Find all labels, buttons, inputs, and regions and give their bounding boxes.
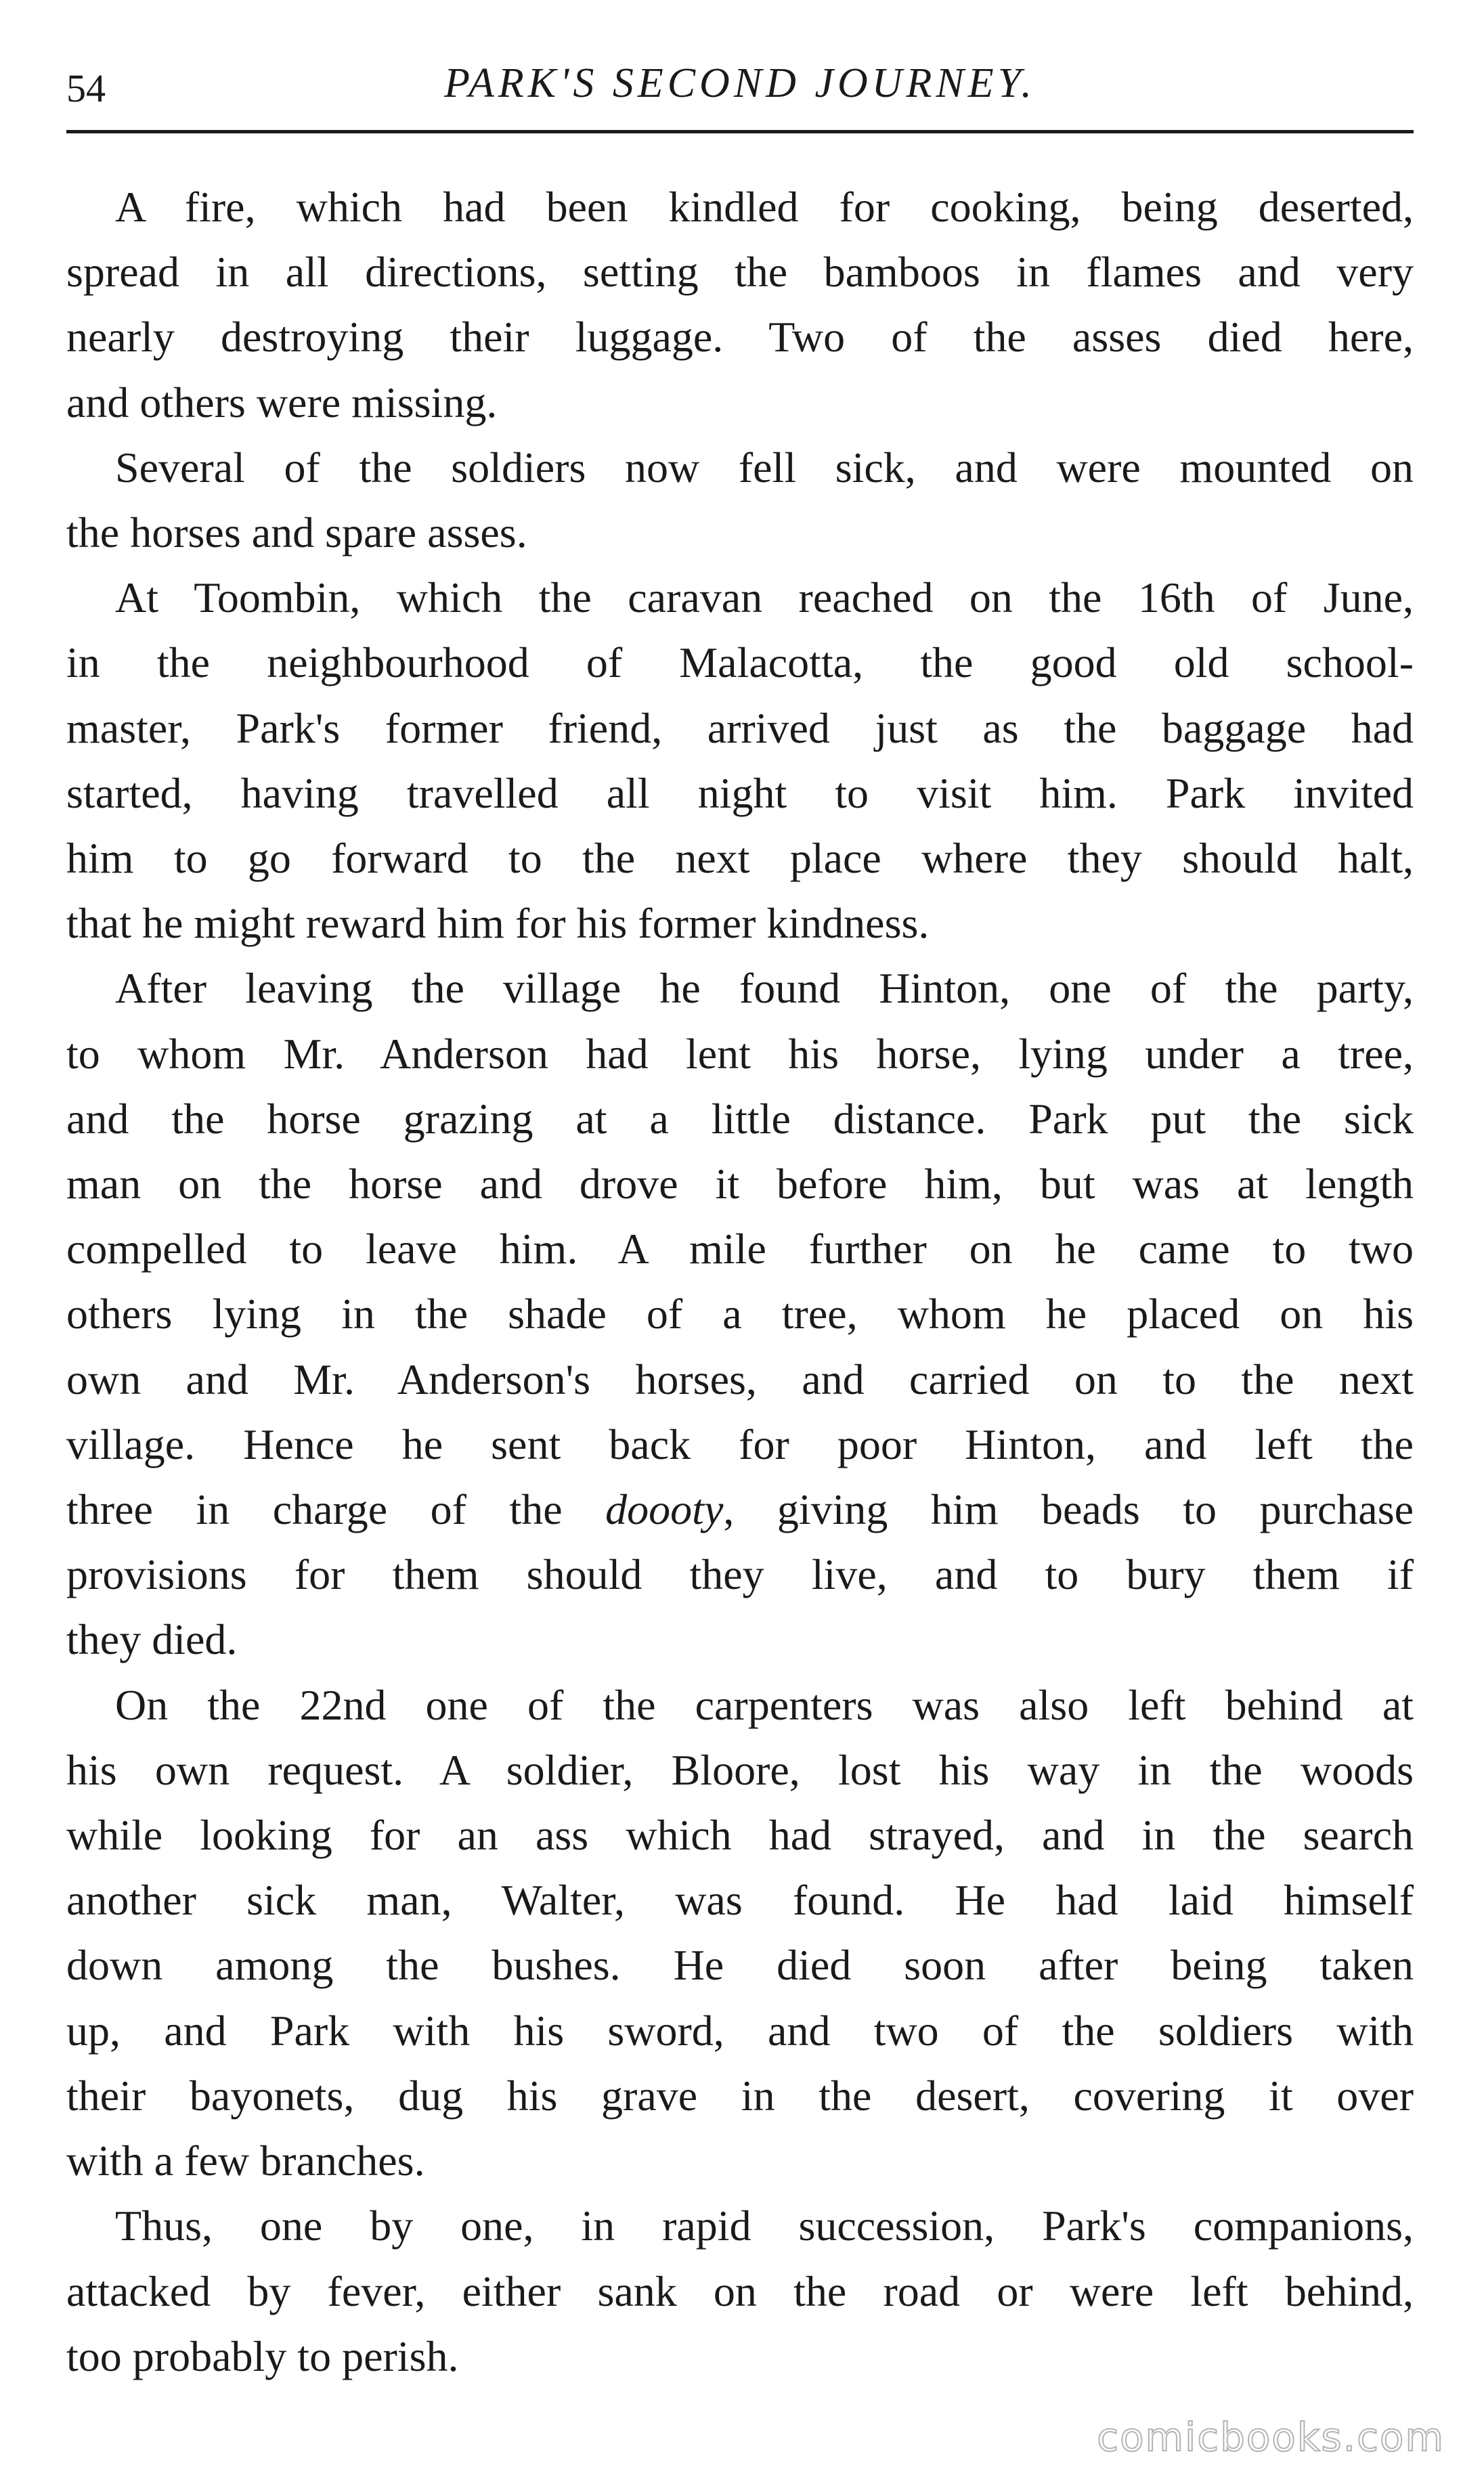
text-line: with a few branches. xyxy=(66,2137,425,2185)
text-line: in the neighbourhood of Malacotta, the good old school- xyxy=(66,638,1414,687)
paragraph-4 xyxy=(66,956,1414,1672)
text-line: started, having travelled all night to visit him. Park invited xyxy=(66,768,1414,817)
running-head: PARK'S SECOND JOURNEY. xyxy=(444,60,1036,106)
text-line: and others were missing. xyxy=(66,378,498,427)
text-line: that he might reward him for his former kindness. xyxy=(66,899,930,948)
italic-term: doooty xyxy=(605,1485,724,1534)
text-line: up, and Park with his sword, and two of the soldiers with xyxy=(66,2006,1414,2055)
paragraph-6 xyxy=(66,2193,1414,2389)
page-header xyxy=(66,62,1414,137)
text-line: attacked by fever, either sank on the road or were left behind, xyxy=(66,2267,1414,2315)
paragraph-3 xyxy=(66,565,1414,956)
text-line: Several of the soldiers now fell sick, and were mounted on xyxy=(115,443,1414,491)
text-line: too probably to perish. xyxy=(66,2332,459,2380)
text-line: nearly destroying their luggage. Two of the asses died here, xyxy=(66,313,1414,362)
text-line: provisions for them should they live, and to bury them if xyxy=(66,1550,1414,1599)
text-line: man on the horse and drove it before him, but was at length xyxy=(66,1160,1414,1208)
text-line: their bayonets, dug his grave in the desert, covering it over xyxy=(66,2071,1414,2120)
text-line xyxy=(66,1477,1414,1542)
paragraph-2 xyxy=(66,435,1414,565)
text-line: others lying in the shade of a tree, whom he placed on his xyxy=(66,1290,1414,1338)
text-segment: three in charge of the xyxy=(66,1485,606,1534)
text-line: A fire, which had been kindled for cooking, being deserted, xyxy=(115,183,1414,231)
text-line: and the horse grazing at a little distance. Park put the sick xyxy=(66,1094,1414,1143)
text-line: the horses and spare asses. xyxy=(66,508,527,557)
text-line: down among the bushes. He died soon after being taken xyxy=(66,1941,1414,1990)
page-number: 54 xyxy=(66,66,106,110)
text-line: to whom Mr. Anderson had lent his horse, lying under a tree, xyxy=(66,1029,1414,1078)
text-line: they died. xyxy=(66,1615,238,1664)
paragraph-5 xyxy=(66,1673,1414,2194)
paragraph-1 xyxy=(66,175,1414,435)
text-line: After leaving the village he found Hinton, one of the party, xyxy=(115,964,1414,1013)
text-line: Thus, one by one, in rapid succession, Park's companions, xyxy=(115,2202,1414,2250)
text-line: master, Park's former friend, arrived just as the baggage had xyxy=(66,703,1414,752)
text-line: At Toombin, which the caravan reached on the 16th of June, xyxy=(115,573,1414,622)
text-segment: , giving him beads to purchase xyxy=(723,1485,1414,1534)
text-line: another sick man, Walter, was found. He had laid himself xyxy=(66,1876,1414,1925)
body-text xyxy=(66,175,1414,2389)
text-line: while looking for an ass which had strayed, and in the search xyxy=(66,1811,1414,1860)
text-line: his own request. A soldier, Bloore, lost his way in the woods xyxy=(66,1745,1414,1794)
text-line: own and Mr. Anderson's horses, and carried on to the next xyxy=(66,1355,1414,1403)
text-line: compelled to leave him. A mile further on he came to two xyxy=(66,1225,1414,1273)
watermark: comicbooks.com xyxy=(1097,2414,1445,2460)
text-line: him to go forward to the next place where they should halt, xyxy=(66,834,1414,883)
text-line: On the 22nd one of the carpenters was also left behind at xyxy=(115,1680,1414,1729)
header-rule xyxy=(66,130,1414,133)
text-line: spread in all directions, setting the bamboos in flames and very xyxy=(66,248,1414,297)
text-line: village. Hence he sent back for poor Hinton, and left the xyxy=(66,1420,1414,1468)
